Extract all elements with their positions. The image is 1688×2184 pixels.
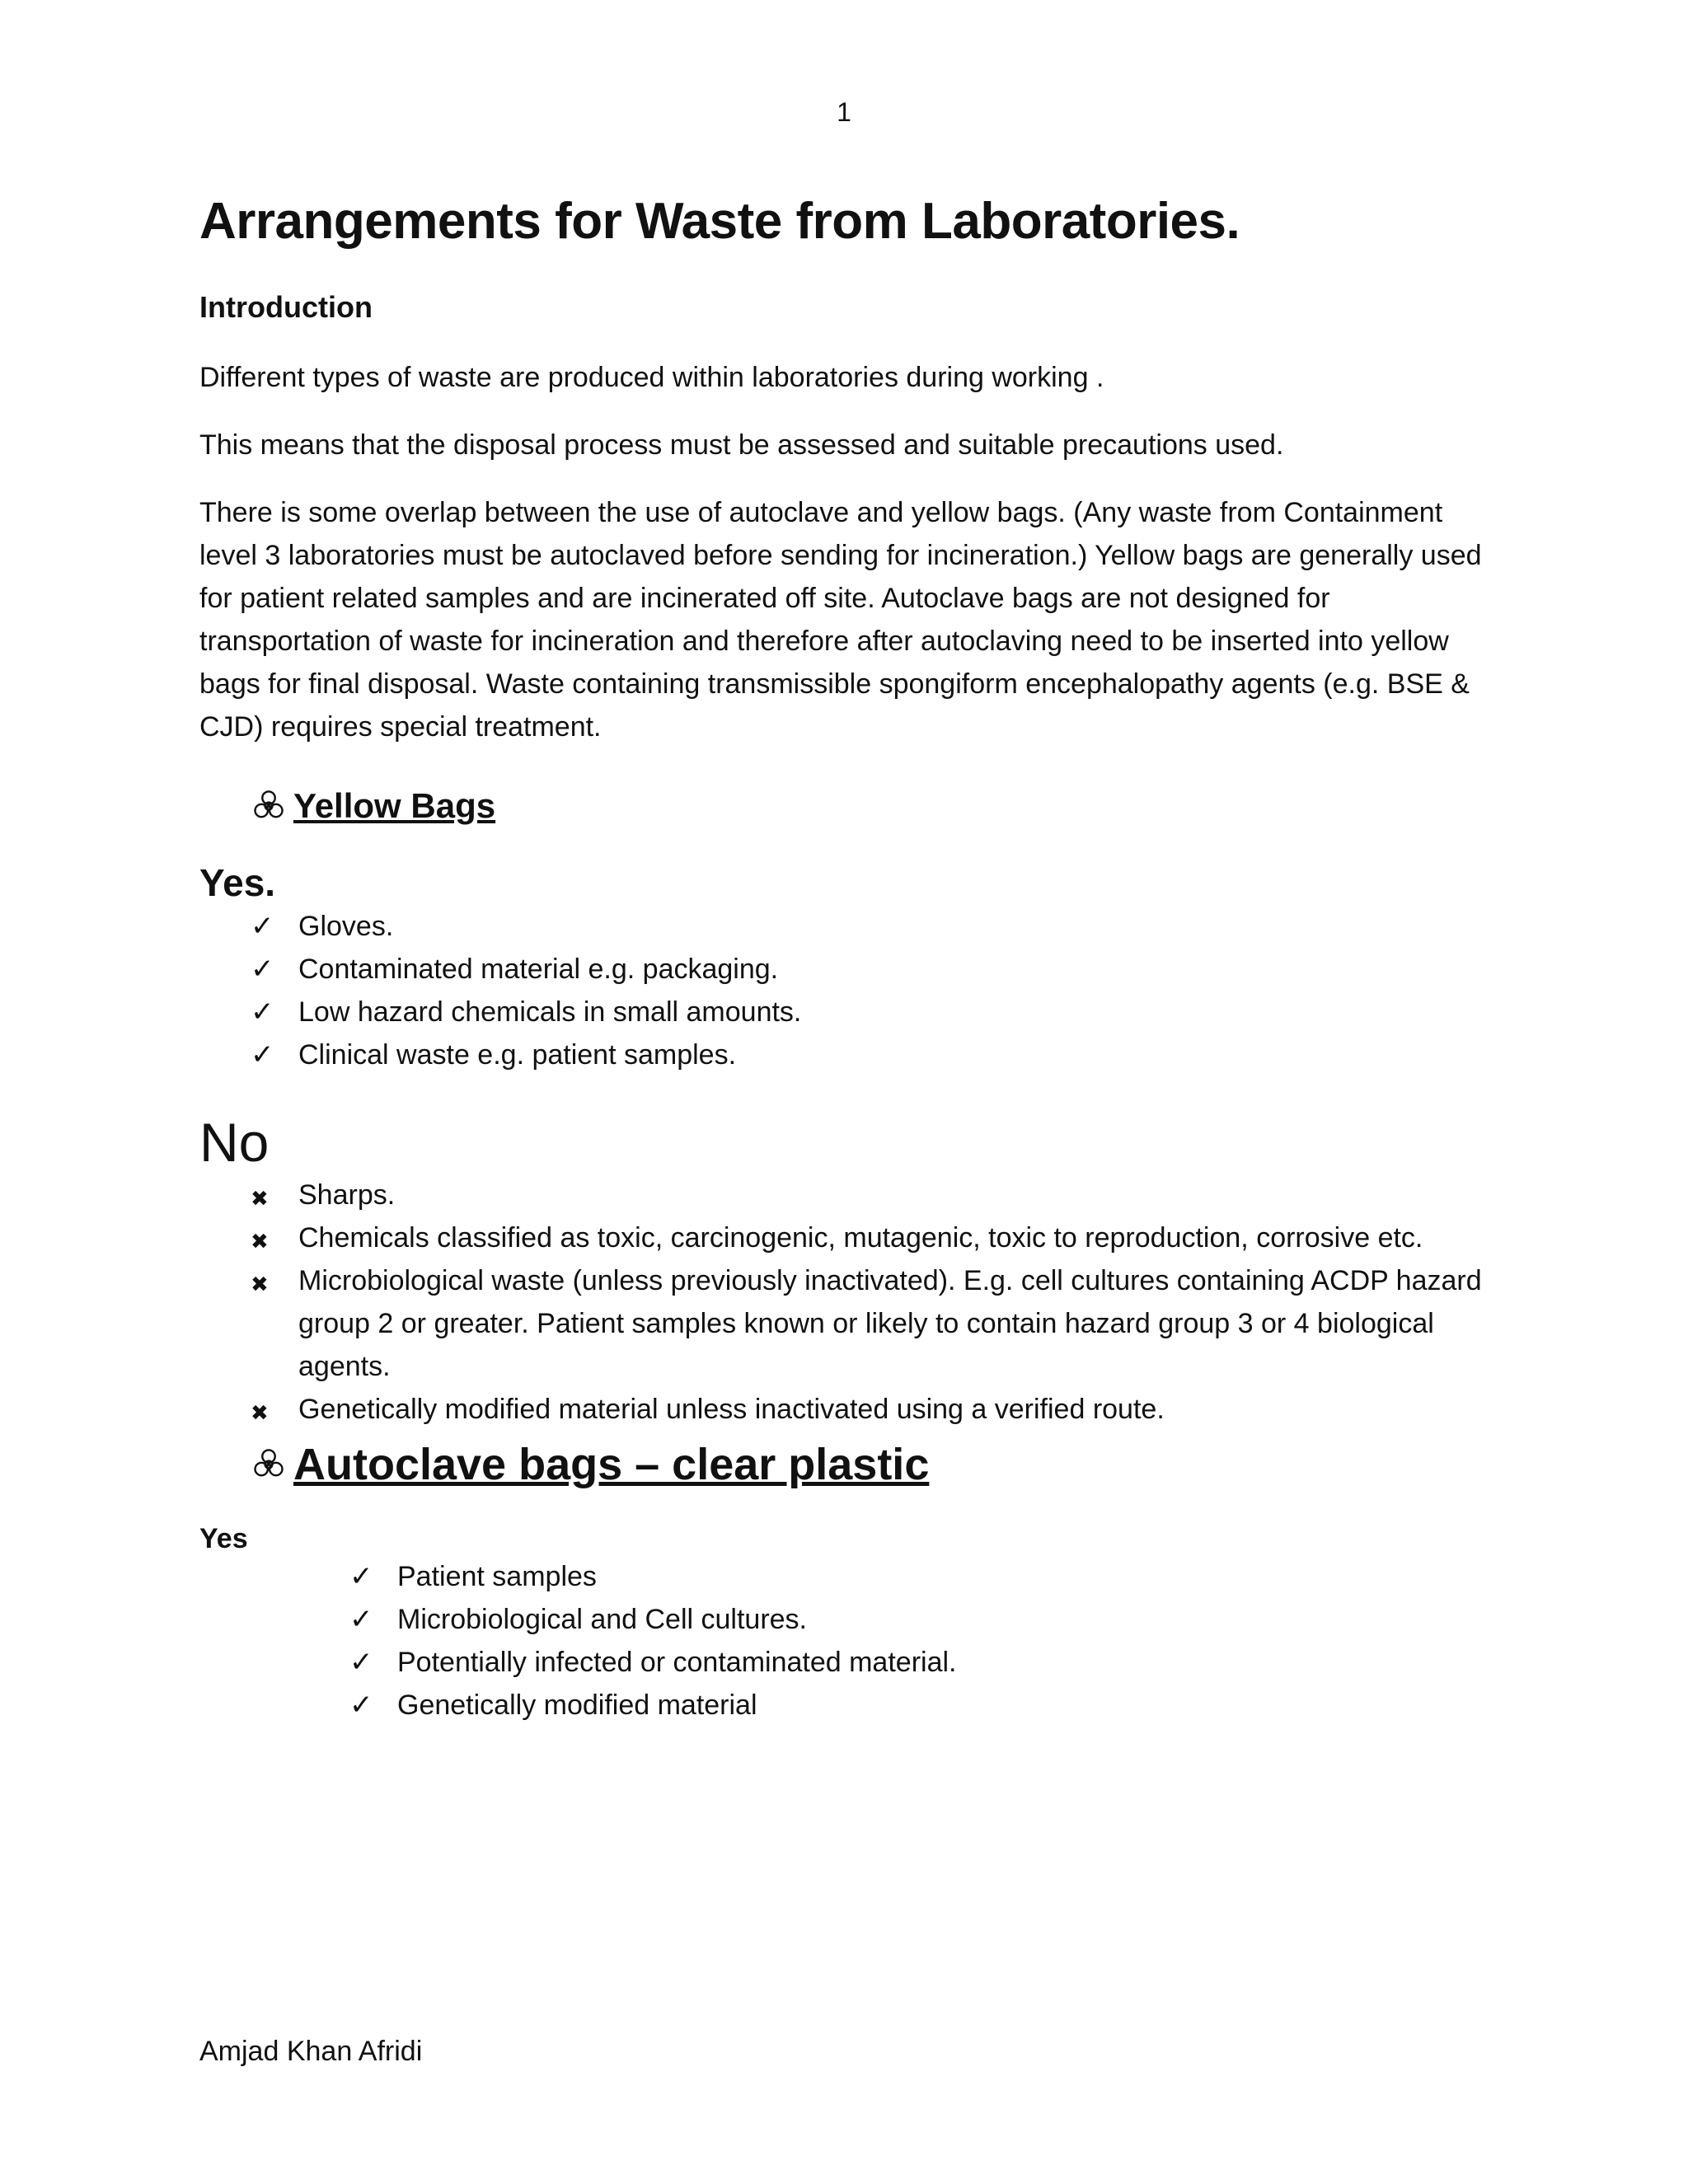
biohazard-icon xyxy=(251,788,287,824)
yellow-bags-no-label: No xyxy=(199,1112,270,1174)
check-icon: ✓ xyxy=(251,996,274,1029)
cross-icon: ✖ xyxy=(251,1229,269,1254)
cross-icon: ✖ xyxy=(251,1400,269,1426)
yellow-bags-title: Yellow Bags xyxy=(293,786,496,826)
yellow-bags-yes-label: Yes. xyxy=(199,861,276,905)
cross-icon: ✖ xyxy=(251,1272,269,1297)
list-item: ✓ Patient samples xyxy=(199,1555,1502,1598)
list-item: ✓ Low hazard chemicals in small amounts. xyxy=(199,991,1502,1033)
biohazard-icon xyxy=(251,1446,287,1483)
list-item: ✖ Chemicals classified as toxic, carcinogenic, mutagenic, toxic to reproduction, corrosive etc. xyxy=(199,1216,1502,1259)
yellow-bags-no-list xyxy=(199,1174,1502,1431)
intro-paragraph-2: This means that the disposal process must be assessed and suitable precautions used. xyxy=(199,429,1284,462)
check-icon: ✓ xyxy=(349,1604,373,1636)
check-icon: ✓ xyxy=(349,1561,373,1593)
autoclave-yes-label: Yes xyxy=(199,1523,248,1555)
yellow-bags-yes-list xyxy=(199,905,1502,1076)
autoclave-bags-heading xyxy=(251,1439,1502,1490)
check-icon: ✓ xyxy=(349,1690,373,1722)
yellow-bags-heading xyxy=(251,786,1502,826)
check-icon: ✓ xyxy=(251,911,274,943)
check-icon: ✓ xyxy=(349,1647,373,1679)
intro-paragraph-1: Different types of waste are produced within laboratories during working . xyxy=(199,362,1104,394)
list-item: ✓ Genetically modified material xyxy=(199,1684,1502,1727)
list-item: ✖ Microbiological waste (unless previously inactivated). E.g. cell cultures containing ACDP hazard group 2 or greater. Patient samples known or likely to contain hazard group 3 or 4 biological agents. xyxy=(199,1259,1502,1388)
autoclave-bags-title: Autoclave bags – clear plastic xyxy=(293,1440,930,1490)
document-body xyxy=(199,191,1502,1727)
list-item: ✓ Gloves. xyxy=(199,905,1502,948)
list-item: ✓ Microbiological and Cell cultures. xyxy=(199,1598,1502,1641)
page-number: 1 xyxy=(837,97,851,127)
list-item: ✓ Clinical waste e.g. patient samples. xyxy=(199,1033,1502,1076)
list-item: ✓ Potentially infected or contaminated material. xyxy=(199,1641,1502,1684)
intro-paragraph-3: There is some overlap between the use of autoclave and yellow bags. (Any waste from Containment level 3 laboratories must be autoclaved before sending for incineration.) Yellow bags are generally used for patient related samples and are incinerated off site. Autoclave bags are not designed for transportation of waste for incineration and therefore after autoclaving need to be inserted into yellow bags for final disposal. Waste containing transmissible spongiform encephalopathy agents (e.g. BSE & CJD) requires special treatment. xyxy=(199,497,1482,743)
autoclave-yes-list xyxy=(199,1555,1502,1727)
check-icon: ✓ xyxy=(251,954,274,986)
list-item: ✓ Contaminated material e.g. packaging. xyxy=(199,948,1502,991)
intro-heading: Introduction xyxy=(199,290,373,325)
check-icon: ✓ xyxy=(251,1039,274,1071)
author-footer: Amjad Khan Afridi xyxy=(199,2036,423,2067)
list-item: ✖ Sharps. xyxy=(199,1174,1502,1216)
list-item: ✖ Genetically modified material unless inactivated using a verified route. xyxy=(199,1388,1502,1431)
cross-icon: ✖ xyxy=(251,1186,269,1212)
document-title: Arrangements for Waste from Laboratories. xyxy=(199,193,1240,250)
